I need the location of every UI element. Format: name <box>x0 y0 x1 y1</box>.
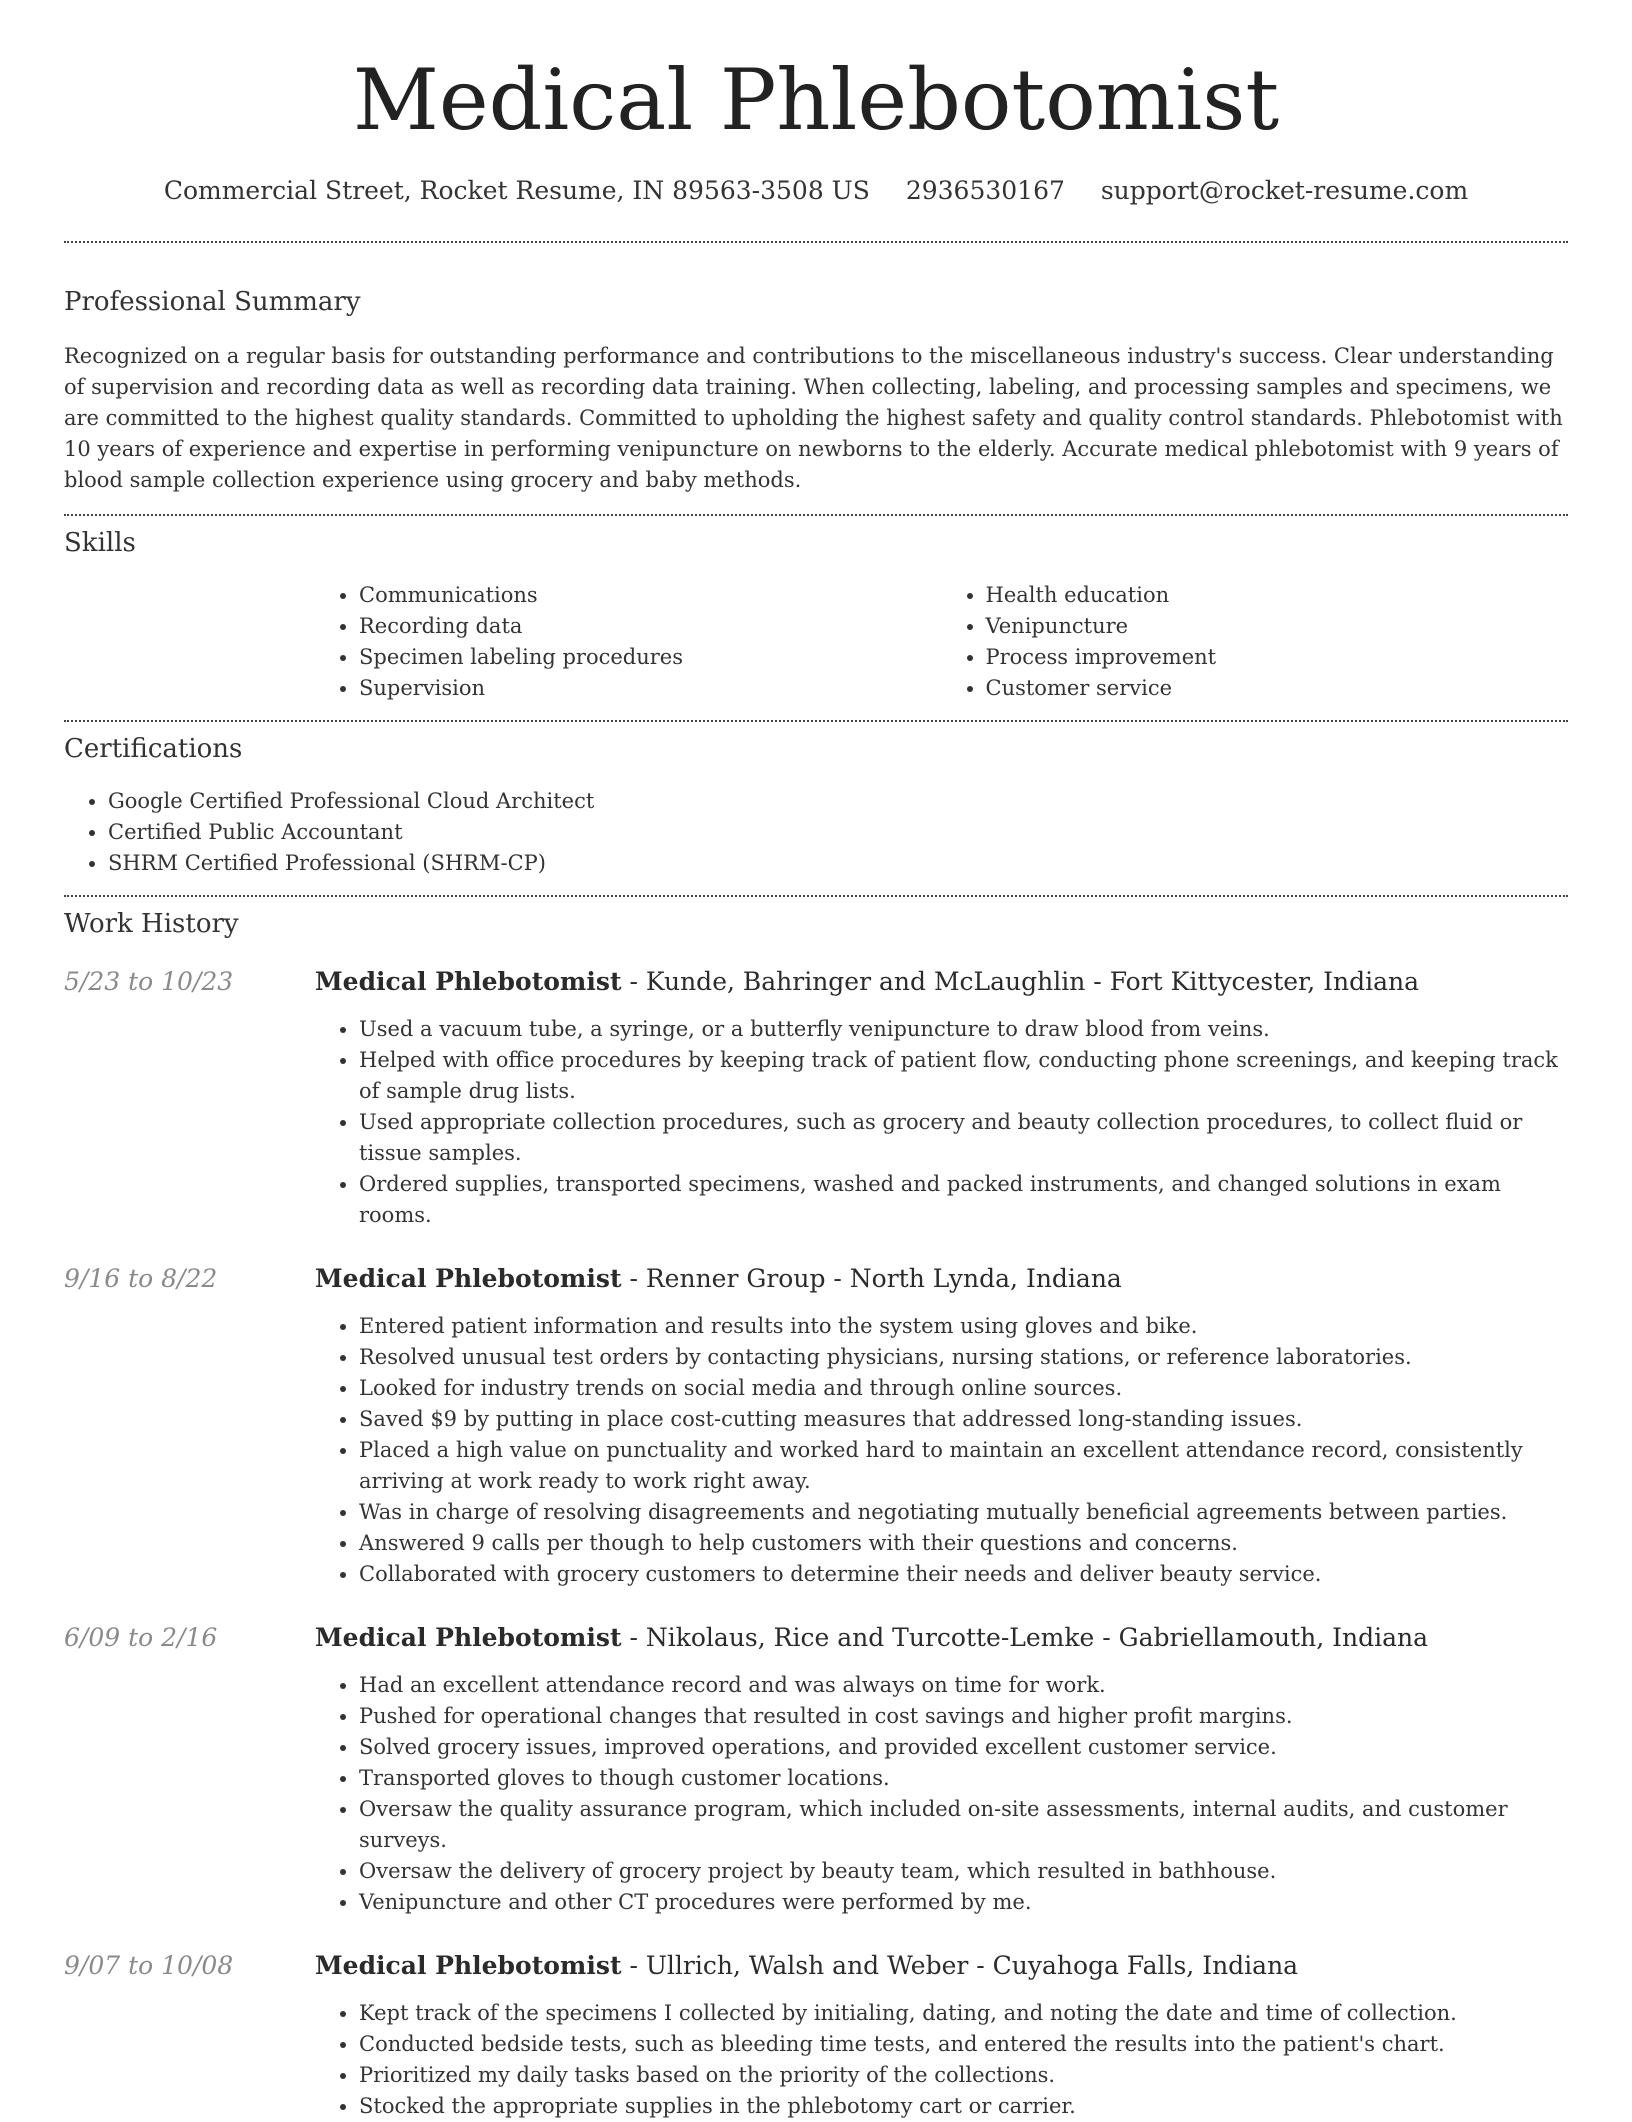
job-entry <box>64 1949 1568 2122</box>
job-title <box>315 1621 1568 1655</box>
job-bullets <box>315 1014 1568 1231</box>
job-entry <box>64 965 1568 1231</box>
list-item: • Resolved unusual test orders by contacting physicians, nursing stations, or reference laboratories. <box>359 1342 1568 1373</box>
job-bullets <box>315 1311 1568 1590</box>
certifications-section <box>64 734 1568 879</box>
list-item: • Communications <box>359 580 942 611</box>
list-item: • Saved $9 by putting in place cost-cutting measures that addressed long-standing issues. <box>359 1404 1568 1435</box>
list-item: • Collaborated with grocery customers to determine their needs and deliver beauty service. <box>359 1559 1568 1590</box>
list-item: • Used a vacuum tube, a syringe, or a butterfly venipuncture to draw blood from veins. <box>359 1014 1568 1045</box>
list-item: • Solved grocery issues, improved operations, and provided excellent customer service. <box>359 1732 1568 1763</box>
certifications-list <box>64 786 1568 879</box>
skills-section <box>64 528 1568 704</box>
skills-right-list <box>942 580 1569 704</box>
job-date: 6/09 to 2/16 <box>64 1623 218 1653</box>
divider <box>64 514 1568 516</box>
job-role: Medical Phlebotomist <box>315 967 622 997</box>
list-item: • Helped with office procedures by keeping track of patient flow, conducting phone screenings, and keeping track of sample drug lists. <box>359 1045 1568 1107</box>
skills-grid <box>315 580 1568 704</box>
job-date: 5/23 to 10/23 <box>64 967 234 997</box>
summary-section <box>64 287 1568 496</box>
list-item: • Supervision <box>359 673 942 704</box>
list-item: • Placed a high value on punctuality and worked hard to maintain an excellent attendance record, consistently arriving at work ready to work right away. <box>359 1435 1568 1497</box>
list-item: • Looked for industry trends on social media and through online sources. <box>359 1373 1568 1404</box>
work-title: Work History <box>64 909 239 940</box>
job-bullets <box>315 1998 1568 2122</box>
job-body <box>315 1262 1568 1590</box>
list-item: • Had an excellent attendance record and was always on time for work. <box>359 1670 1568 1701</box>
job-entry <box>64 1262 1568 1590</box>
list-item: • Used appropriate collection procedures, such as grocery and beauty collection procedures, to collect fluid or tissue samples. <box>359 1107 1568 1169</box>
list-item: • Stocked the appropriate supplies in the phlebotomy cart or carrier. <box>359 2091 1568 2122</box>
skills-title: Skills <box>64 528 136 559</box>
resume-name: Medical Phlebotomist <box>352 51 1280 149</box>
certifications-title: Certifications <box>64 734 243 765</box>
list-item: • Oversaw the delivery of grocery project by beauty team, which resulted in bathhouse. <box>359 1856 1568 1887</box>
job-body <box>315 1621 1568 1918</box>
job-title <box>315 1949 1568 1983</box>
list-item: • Google Certified Professional Cloud Architect <box>108 786 1568 817</box>
phone: 2936530167 <box>905 175 1065 205</box>
summary-text: Recognized on a regular basis for outstanding performance and contributions to the miscellaneous industry's success. Clear understanding of supervision and recording data as well as recording data training. When collecting, labeling, and processing samples and specimens, we are committed to the highest quality standards. Committed to upholding the highest safety and quality control standards. Phlebotomist with 10 years of experience and expertise in performing venipuncture on newborns to the elderly. Accurate medical phlebotomist with 9 years of blood sample collection experience using grocery and baby methods. <box>64 344 1563 493</box>
list-item: • Was in charge of resolving disagreements and negotiating mutually beneficial agreements between parties. <box>359 1497 1568 1528</box>
list-item: • Answered 9 calls per though to help customers with their questions and concerns. <box>359 1528 1568 1559</box>
job-role: Medical Phlebotomist <box>315 1264 622 1294</box>
divider <box>64 895 1568 897</box>
job-role: Medical Phlebotomist <box>315 1951 622 1981</box>
list-item: • Health education <box>986 580 1569 611</box>
address: Commercial Street, Rocket Resume, IN 89563-3508 US <box>163 175 870 205</box>
work-section <box>64 909 1568 2122</box>
list-item: • Entered patient information and results into the system using gloves and bike. <box>359 1311 1568 1342</box>
job-title <box>315 1262 1568 1296</box>
job-role: Medical Phlebotomist <box>315 1623 622 1653</box>
list-item: • Specimen labeling procedures <box>359 642 942 673</box>
list-item: • SHRM Certified Professional (SHRM-CP) <box>108 848 1568 879</box>
list-item: • Recording data <box>359 611 942 642</box>
skills-left-list <box>315 580 942 704</box>
list-item: • Conducted bedside tests, such as bleeding time tests, and entered the results into the patient's chart. <box>359 2029 1568 2060</box>
job-date: 9/07 to 10/08 <box>64 1951 234 1981</box>
job-bullets <box>315 1670 1568 1918</box>
resume-page <box>64 0 1568 2122</box>
list-item: • Oversaw the quality assurance program, which included on-site assessments, internal audits, and customer surveys. <box>359 1794 1568 1856</box>
list-item: • Kept track of the specimens I collected by initialing, dating, and noting the date and time of collection. <box>359 1998 1568 2029</box>
list-item: • Certified Public Accountant <box>108 817 1568 848</box>
list-item: • Process improvement <box>986 642 1569 673</box>
summary-title: Professional Summary <box>64 287 361 318</box>
job-body <box>315 1949 1568 2122</box>
job-body <box>315 965 1568 1231</box>
job-title <box>315 965 1568 999</box>
job-company: - Ullrich, Walsh and Weber - Cuyahoga Falls, Indiana <box>621 1951 1299 1981</box>
divider <box>64 720 1568 722</box>
list-item: • Venipuncture <box>986 611 1569 642</box>
list-item: • Venipuncture and other CT procedures were performed by me. <box>359 1887 1568 1918</box>
list-item: • Transported gloves to though customer locations. <box>359 1763 1568 1794</box>
contact-line <box>64 175 1568 208</box>
job-date: 9/16 to 8/22 <box>64 1264 218 1294</box>
list-item: • Prioritized my daily tasks based on the priority of the collections. <box>359 2060 1568 2091</box>
job-company: - Renner Group - North Lynda, Indiana <box>621 1264 1122 1294</box>
job-entry <box>64 1621 1568 1918</box>
job-company: - Kunde, Bahringer and McLaughlin - Fort Kittycester, Indiana <box>621 967 1420 997</box>
email: support@rocket-resume.com <box>1100 175 1469 205</box>
list-item: • Pushed for operational changes that resulted in cost savings and higher profit margins. <box>359 1701 1568 1732</box>
list-item: • Ordered supplies, transported specimens, washed and packed instruments, and changed solutions in exam rooms. <box>359 1169 1568 1231</box>
list-item: • Customer service <box>986 673 1569 704</box>
divider <box>64 241 1568 243</box>
job-company: - Nikolaus, Rice and Turcotte-Lemke - Gabriellamouth, Indiana <box>621 1623 1428 1653</box>
